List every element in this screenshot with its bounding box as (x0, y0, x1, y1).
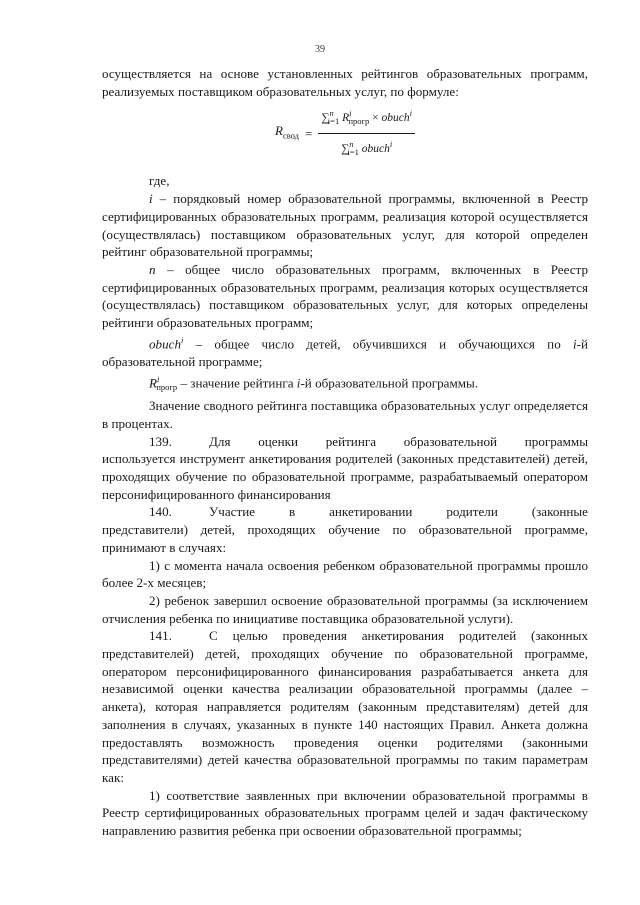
definition-obuch: obuch$^i$ – общее число детей, обучившихся и обучающихся по i-й образовательной программе; (102, 334, 588, 369)
clause-140-item-2: 2) ребенок завершил освоение образовательной программы (за исключением отчисления ребенка по инициативе поставщика образовательной услуги). (102, 592, 588, 626)
definition-r: $R^i_{прогр}$ – значение рейтинга i-й образовательной программы. (149, 373, 479, 393)
clause-140-item-1: 1) с момента начала освоения ребенком образовательной программы прошло более 2-х месяцев; (102, 557, 588, 591)
rating-formula (102, 104, 588, 162)
formula-denominator: ∑$^n_{i=1}$ obuch$^i$ (341, 138, 393, 158)
definition-i: i – порядковый номер образовательной программы, включенной в Реестр сертифицированных образовательных программ, реализация которой осуществляется (осуществлялась) поставщиком образовательных услуг, для которой определен рейтинг образовательной программы; (102, 191, 588, 260)
clause-140-first-line: 140. Участие в анкетировании родители (законные (149, 504, 588, 520)
clause-140-text: представители) детей, проходящих обучение по образовательной программе, принимают в случаях: (102, 522, 588, 555)
clause-139-first-line: 139. Для оценки рейтинга образовательной программы (149, 433, 588, 449)
formula-numerator: ∑$^n_{i=1}$ $R^i_{прогр}$ × obuch$^i$ (318, 105, 415, 134)
page-number: 39 (315, 44, 325, 55)
clause-139-text: используется инструмент анкетирования родителей (законных представителей) детей, проходящих обучение по образовательной программе, разрабатываемый оператором персонифицированного финансирования (102, 451, 588, 502)
formula-fraction (318, 105, 415, 162)
formula-lhs: $R_{свод}$ (274, 122, 299, 141)
definition-n: n – общее число образовательных программ, включенных в Реестр сертифицированных образовательных программ, реализация которых осуществляется (осуществлялась) поставщиком образовательных услуг, для которых определены рейтинги образовательных программ; (102, 261, 588, 331)
formula-equals: = (305, 125, 313, 141)
clause-141-number: 141. (149, 628, 172, 644)
clause-139-number: 139. (149, 433, 172, 449)
intro-paragraph: осуществляется на основе установленных рейтингов образовательных программ, реализуемых поставщиком образовательных услуг, по формуле: (102, 66, 588, 99)
clause-141-first-line: 141. С целью проведения анкетирования родителей (законных (149, 628, 588, 644)
summary-paragraph: Значение сводного рейтинга поставщика образовательных услуг определяется в процентах. (102, 398, 588, 431)
clause-140-number: 140. (149, 504, 172, 520)
clause-141-item-1: 1) соответствие заявленных при включении образовательной программы в Реестр сертифицированных образовательных программ целей и задач фактическому направлению развития ребенка при освоении образовательной программы; (102, 787, 588, 839)
where-label: где, (149, 173, 170, 189)
document-body (102, 65, 588, 840)
clause-141-text: представителей) детей, проходящих обучение по образовательной программе, оператором персонифицированного финансирования разрабатывается анкета для независимой оценки качества реализации образовательной программы (далее – анкета), которая направляется родителям (законным представителям) детей для заполнения в случаях, указанных в пункте 140 настоящих Правил. Анкета должна предоставлять возможность проведения оценки родителями (законными представителями) детей качества образовательной программы по таким параметрам как: (102, 646, 588, 785)
